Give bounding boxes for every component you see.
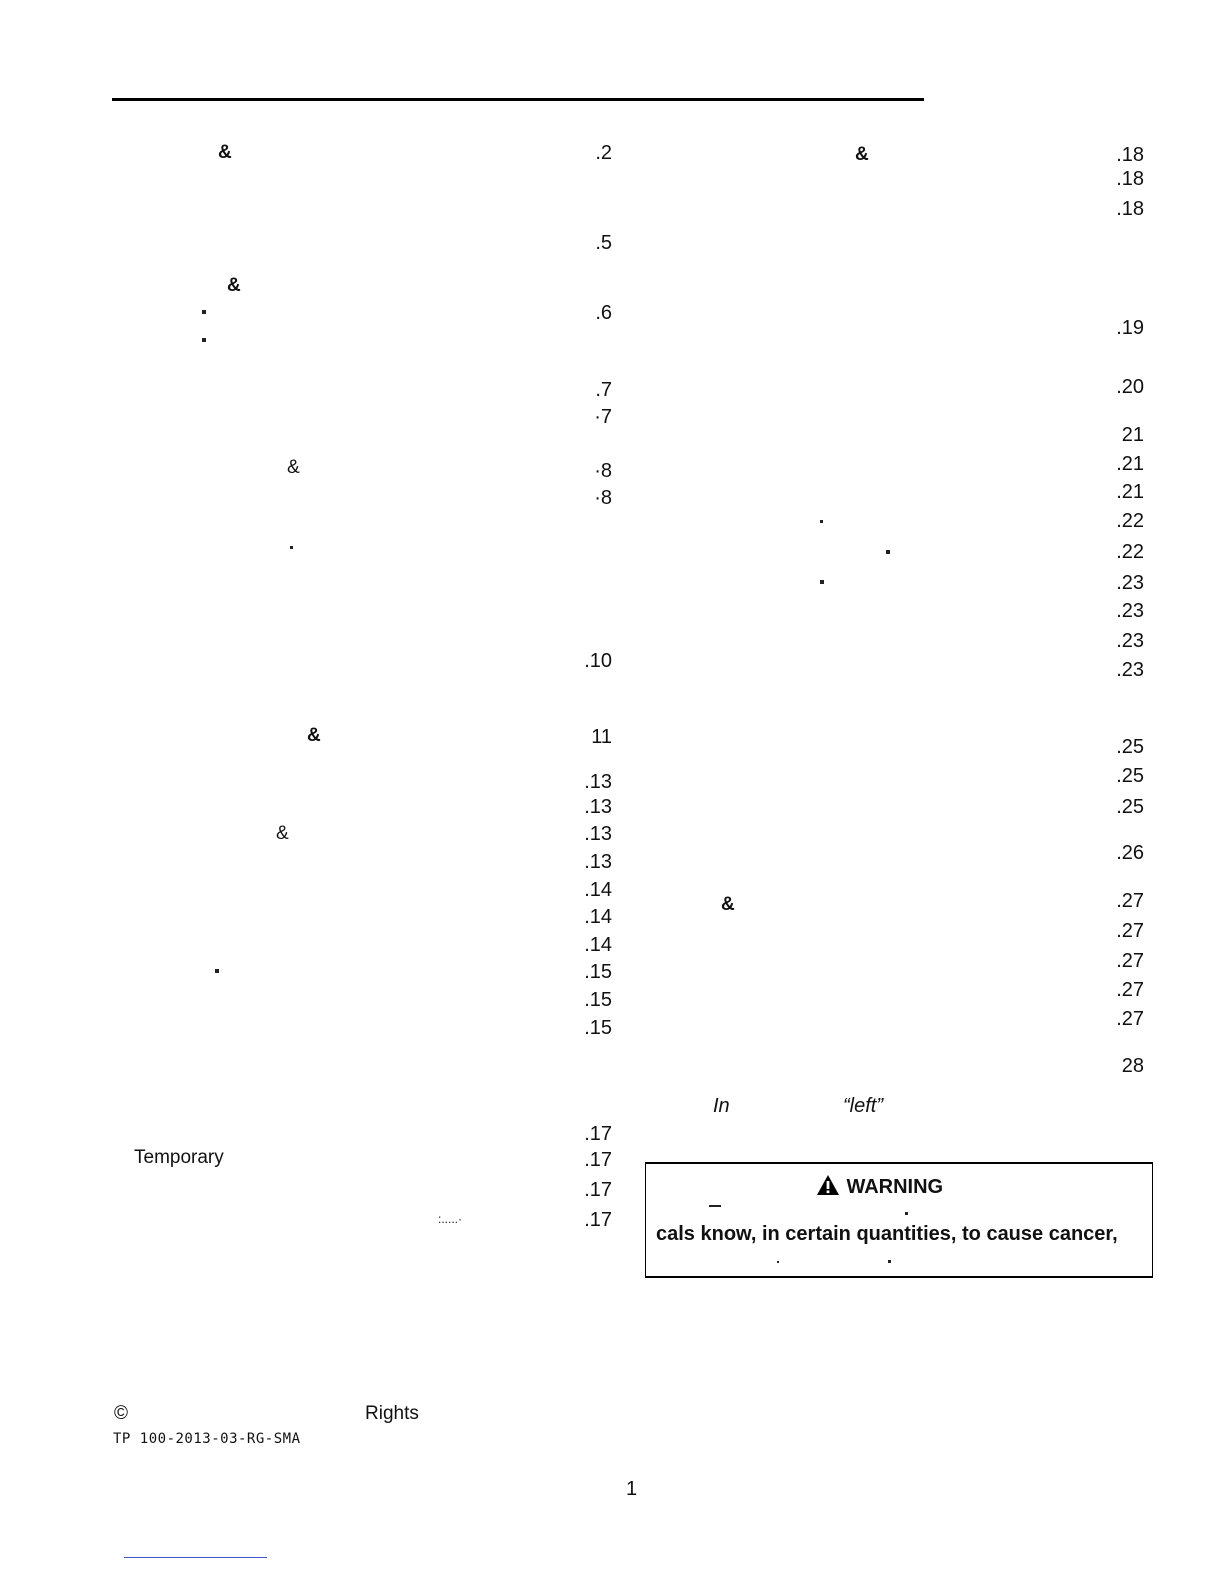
toc-page-number: .21 <box>1116 481 1144 503</box>
toc-page-number: .17 <box>584 1209 612 1231</box>
toc-page-number: .25 <box>1116 765 1144 787</box>
scan-artifact: :.....· <box>438 1212 462 1226</box>
toc-page-number: .10 <box>584 650 612 672</box>
toc-page-number: .23 <box>1116 630 1144 652</box>
toc-page-number: .20 <box>1116 376 1144 398</box>
toc-ampersand: & <box>276 823 289 844</box>
toc-page-number: .19 <box>1116 317 1144 339</box>
toc-page-number: 11 <box>591 726 612 748</box>
scan-mark <box>888 1260 891 1263</box>
toc-page-number: .15 <box>584 989 612 1011</box>
toc-page-number: .2 <box>595 142 612 164</box>
toc-page-number: .27 <box>1116 979 1144 1001</box>
toc-page-number: .25 <box>1116 736 1144 758</box>
toc-page-number: .23 <box>1116 572 1144 594</box>
toc-page-number: .14 <box>584 934 612 956</box>
toc-entry-temporary: Temporary <box>134 1147 224 1168</box>
toc-page-number: .21 <box>1116 453 1144 475</box>
toc-page-number: ·8 <box>594 487 612 509</box>
toc-leader-dot <box>820 520 823 523</box>
scan-mark <box>905 1212 908 1215</box>
toc-page-number: .22 <box>1116 541 1144 563</box>
toc-page-number: 28 <box>1121 1055 1144 1077</box>
toc-page-number: .18 <box>1116 144 1144 166</box>
toc-leader-dot <box>290 546 293 549</box>
toc-ampersand: & <box>227 275 241 296</box>
footer-link-underline <box>124 1557 267 1558</box>
toc-page-number: ·7 <box>594 406 612 428</box>
toc-page-number: .17 <box>584 1179 612 1201</box>
toc-page-number: .18 <box>1116 198 1144 220</box>
toc-leader-dot <box>820 580 824 584</box>
toc-page-number: ·8 <box>594 460 612 482</box>
toc-ampersand: & <box>218 142 232 163</box>
toc-ampersand: & <box>721 894 735 915</box>
toc-ampersand: & <box>855 144 869 165</box>
warning-header <box>816 1174 943 1201</box>
warning-triangle-icon <box>816 1174 840 1201</box>
toc-page-number: .13 <box>584 796 612 818</box>
toc-page-number: .18 <box>1116 168 1144 190</box>
text-fragment-left: “left” <box>843 1095 883 1117</box>
toc-page-number: .17 <box>584 1123 612 1145</box>
scan-mark <box>709 1205 721 1207</box>
toc-page-number: .25 <box>1116 796 1144 818</box>
toc-ampersand: & <box>287 457 300 478</box>
warning-box <box>645 1162 1153 1278</box>
header-rule <box>112 98 924 101</box>
toc-ampersand: & <box>307 725 321 746</box>
toc-page-number: .6 <box>595 302 612 324</box>
text-fragment-in: In <box>713 1095 730 1117</box>
toc-page-number: .14 <box>584 906 612 928</box>
toc-page-number: .26 <box>1116 842 1144 864</box>
toc-page-number: .13 <box>584 851 612 873</box>
warning-title: WARNING <box>846 1176 944 1198</box>
copyright-symbol: © <box>114 1403 128 1424</box>
toc-page-number: .13 <box>584 771 612 793</box>
toc-page-number: .27 <box>1116 950 1144 972</box>
toc-page-number: .22 <box>1116 510 1144 532</box>
toc-leader-dot <box>202 338 206 342</box>
toc-page-number: .15 <box>584 1017 612 1039</box>
page-number: 1 <box>626 1478 638 1500</box>
toc-page-number: .27 <box>1116 890 1144 912</box>
toc-page-number: .5 <box>595 232 612 254</box>
document-code: TP 100-2013-03-RG-SMA <box>113 1431 301 1447</box>
toc-leader-dot <box>886 550 890 554</box>
toc-page-number: 21 <box>1121 424 1144 446</box>
toc-leader-dot <box>215 969 219 973</box>
toc-page-number: .13 <box>584 823 612 845</box>
toc-page-number: .27 <box>1116 1008 1144 1030</box>
toc-page-number: .17 <box>584 1149 612 1171</box>
scan-mark <box>777 1261 779 1263</box>
toc-page-number: .23 <box>1116 659 1144 681</box>
toc-page-number: .27 <box>1116 920 1144 942</box>
toc-page-number: .23 <box>1116 600 1144 622</box>
toc-leader-dot <box>202 310 206 314</box>
toc-page-number: .15 <box>584 961 612 983</box>
toc-page-number: .14 <box>584 879 612 901</box>
rights-label: Rights <box>365 1403 419 1424</box>
warning-body-line: cals know, in certain quantities, to cause cancer, <box>656 1223 1118 1245</box>
toc-page-number: .7 <box>595 379 612 401</box>
